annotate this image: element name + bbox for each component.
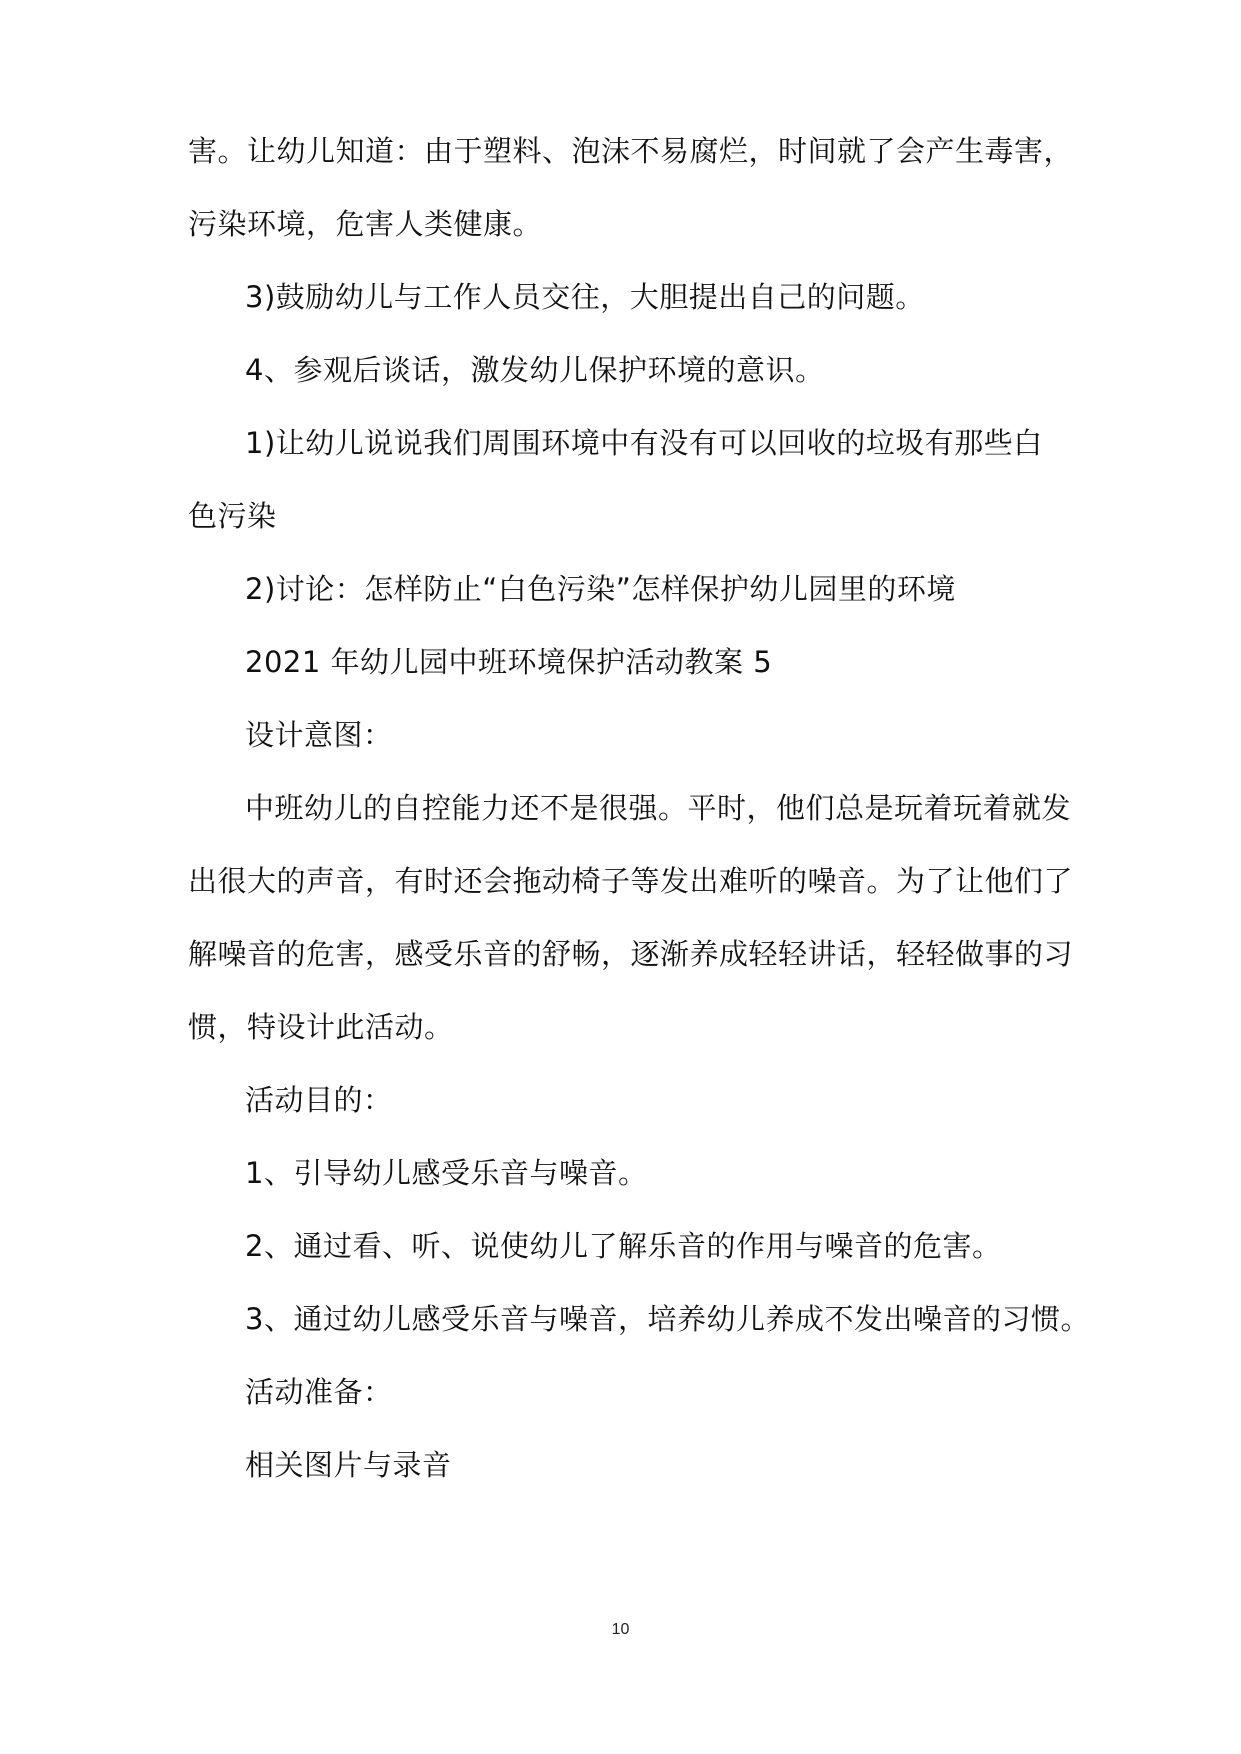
text-line: 活动准备：	[245, 1375, 393, 1409]
text-line: 出很大的声音，有时还会拖动椅子等发出难听的噪音。为了让他们了	[188, 864, 1074, 898]
text-line: 设计意图：	[245, 718, 393, 752]
text-line: 相关图片与录音	[245, 1448, 452, 1482]
section-heading: 2021 年幼儿园中班环境保护活动教案 5	[245, 645, 773, 679]
text-line: 2)讨论：怎样防止“白色污染”怎样保护幼儿园里的环境	[245, 572, 956, 606]
text-line: 惯，特设计此活动。	[188, 1010, 454, 1044]
text-line: 污染环境，危害人类健康。	[188, 207, 543, 241]
text-line: 解噪音的危害，感受乐音的舒畅，逐渐养成轻轻讲话，轻轻做事的习	[188, 937, 1074, 971]
text-line: 2、通过看、听、说使幼儿了解乐音的作用与噪音的危害。	[245, 1229, 1002, 1263]
text-line: 1)让幼儿说说我们周围环境中有没有可以回收的垃圾有那些白	[245, 426, 1043, 460]
text-line: 活动目的：	[245, 1083, 393, 1117]
text-line: 害。让幼儿知道：由于塑料、泡沫不易腐烂，时间就了会产生毒害，	[188, 134, 1074, 168]
text-line: 3)鼓励幼儿与工作人员交往，大胆提出自己的问题。	[245, 280, 925, 314]
text-line: 3、通过幼儿感受乐音与噪音，培养幼儿养成不发出噪音的习惯。	[245, 1302, 1090, 1336]
page-number: 10	[611, 1621, 630, 1638]
text-line: 1、引导幼儿感受乐音与噪音。	[245, 1156, 648, 1190]
text-line: 4、参观后谈话，激发幼儿保护环境的意识。	[245, 353, 825, 387]
text-line: 色污染	[188, 499, 277, 533]
text-line: 中班幼儿的自控能力还不是很强。平时，他们总是玩着玩着就发	[245, 791, 1072, 825]
